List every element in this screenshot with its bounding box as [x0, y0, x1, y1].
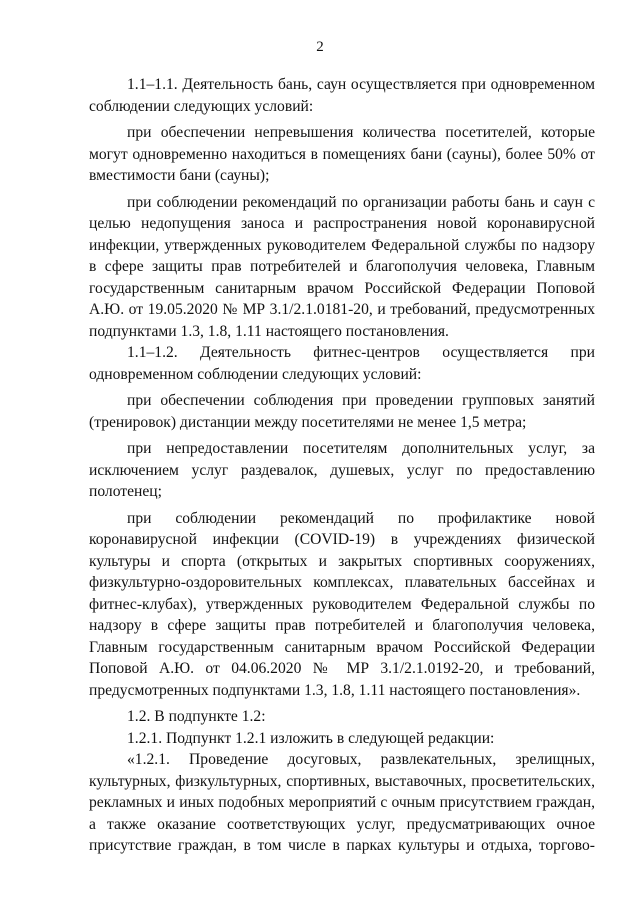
page-number: 2: [316, 39, 324, 55]
paragraph-1-1-1: 1.1–1.1. Деятельность бань, саун осуществляется при одновременном соблюдении следующих условий:: [89, 76, 595, 115]
paragraph-fitness-distance: при обеспечении соблюдения при проведении групповых занятий (тренировок) дистанции между посетителями не менее 1,5 метра;: [89, 392, 595, 431]
paragraph-fitness-recommendations: при соблюдении рекомендаций по профилактике новой коронавирусной инфекции (COVID-19) в учреждениях физической культуры и спорта (открытых и закрытых спортивных сооружениях, физкультурно-оздоровительных комплексах, плавательных бассейнах и фитнес-клубах), утвержденных руководителем Федеральной службы по надзору в сфере защиты прав потребителей и благополучия человека, Главным государственным санитарным врачом Российской Федерации Поповой А.Ю. от 04.06.2020 № МР 3.1/2.1.0192-20, и требований, предусмотренных подпунктами 1.3, 1.8, 1.11 настоящего постановления».: [89, 509, 595, 699]
paragraph-1-1-2: 1.1–1.2. Деятельность фитнес-центров осуществляется при одновременном соблюдении следующих условий:: [89, 344, 595, 383]
paragraph-1-2: 1.2. В подпункте 1.2:: [127, 708, 266, 725]
document-body: [89, 74, 595, 857]
paragraph-sauna-recommendations: при соблюдении рекомендаций по организации работы бань и саун с целью недопущения заноса и распространения новой коронавирусной инфекции, утвержденных руководителем Федеральной службы по надзору в сфере защиты прав потребителей и благополучия человека, Главным государственным санитарным врачом Российской Федерации Поповой А.Ю. от 19.05.2020 № МР 3.1/2.1.0181-20, и требований, предусмотренных подпунктами 1.3, 1.8, 1.11 настоящего постановления.: [89, 193, 595, 340]
paragraph-1-2-1-quote: «1.2.1. Проведение досуговых, развлекательных, зрелищных, культурных, физкультурных, спортивных, выставочных, просветительских, рекламных и иных подобных мероприятий с очным присутствием граждан, а также оказание соответствующих услуг, предусматривающих очное присутствие граждан, в том числе в парках культуры и отдыха, торгово-: [89, 751, 595, 854]
paragraph-1-2-1: 1.2.1. Подпункт 1.2.1 изложить в следующей редакции:: [127, 729, 495, 747]
paragraph-sauna-visitors: при обеспечении непревышения количества посетителей, которые могут одновременно находиться в помещениях бани (сауны), более 50% от вместимости бани (сауны);: [89, 124, 595, 184]
paragraph-fitness-services: при непредоставлении посетителям дополнительных услуг, за исключением услуг раздевалок, душевых, услуг по предоставлению полотенец;: [89, 440, 595, 500]
